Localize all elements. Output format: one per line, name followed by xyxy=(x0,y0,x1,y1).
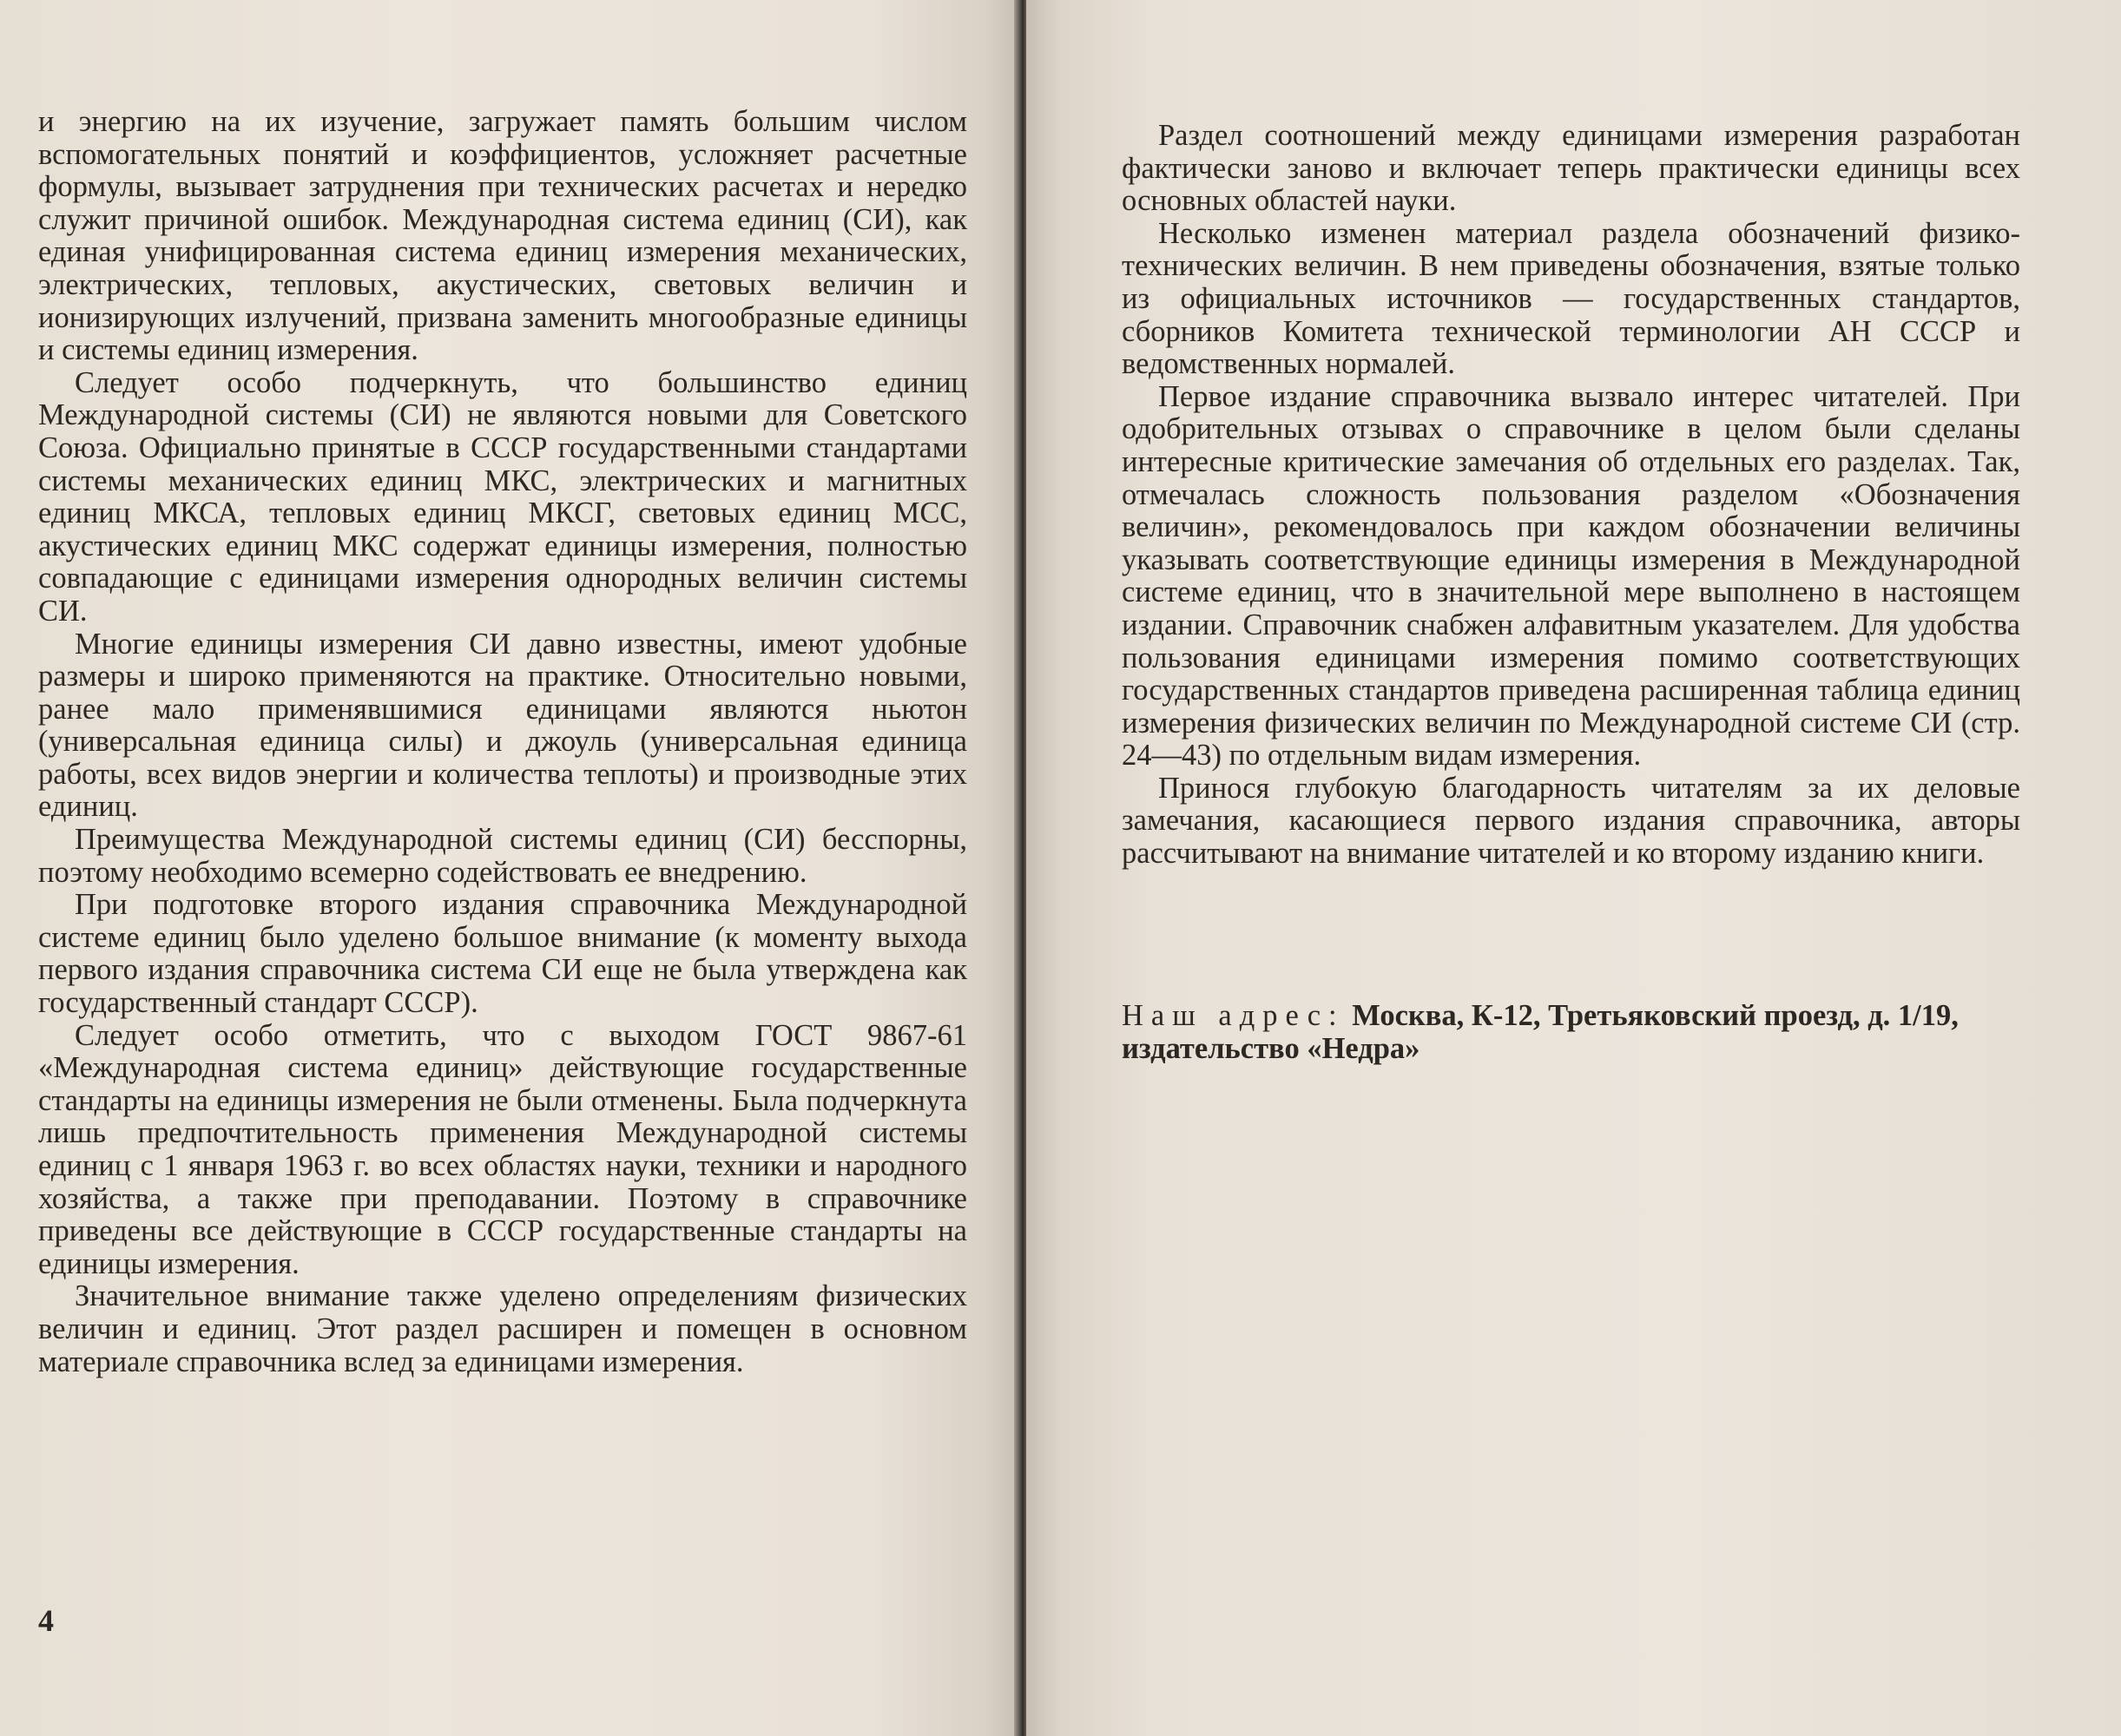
page-number: 4 xyxy=(38,1603,54,1638)
right-page-text xyxy=(1122,120,2020,871)
address-label: Наш адрес: xyxy=(1122,999,1345,1032)
paragraph: Многие единицы измерения СИ давно известны, имеют удобные размеры и широко применяются на практике. Относительно новыми, ранее мало применявшимися единицами являются ньютон (универсальная единица силы) и джоуль (универсальная единица работы, всех видов энергии и количества теплоты) и производные этих единиц. xyxy=(38,627,967,824)
left-page xyxy=(0,0,1018,1736)
left-page-text xyxy=(38,106,967,1378)
paragraph: Раздел соотношений между единицами измерения разработан фактически заново и включает теперь практически единицы всех основных областей науки. xyxy=(1122,119,2020,218)
paragraph: Первое издание справочника вызвало интерес читателей. При одобрительных отзывах о справочнике в целом были сделаны интересные критические замечания об отдельных его разделах. Так, отмечалась сложность пользования разделом «Обозначения величин», рекомендовалось при каждом обозначении величины указывать соответствующие единицы измерения в Международной системе единиц, что в значительной мере выполнено в настоящем издании. Справочник снабжен алфавитным указателем. Для удобства пользования единицами измерения помимо соответствующих государственных стандартов приведена расширенная таблица единиц измерения физических величин по Международной системе СИ (стр. 24—43) по отдельным видам измерения. xyxy=(1122,379,2020,773)
paragraph: При подготовке второго издания справочника Международной системе единиц было уделено большое внимание (к моменту выхода первого издания справочника система СИ еще не была утверждена как государственный стандарт СССР). xyxy=(38,888,967,1020)
paragraph: Следует особо подчеркнуть, что большинство единиц Международной системы (СИ) не являются новыми для Советского Союза. Официально принятые в СССР государственными стандартами системы механических единиц МКС, электрических и магнитных единиц МКСА, тепловых единиц МКСГ, световых единиц МСС, акустических единиц МКС содержат единицы измерения, полностью совпадающие с единицами измерения однородных величин системы СИ. xyxy=(38,365,967,628)
paragraph: Преимущества Международной системы единиц (СИ) бесспорны, поэтому необходимо всемерно содействовать ее внедрению. xyxy=(38,823,967,889)
address-text: Москва, К-12, Третьяковский проезд, д. 1/19, издательство «Недра» xyxy=(1122,999,1959,1065)
paragraph: Несколько изменен материал раздела обозначений физико-технических величин. В нем приведены обозначения, взятые только из официальных источников — государственных стандартов, сборников Комитета технической терминологии АН СССР и ведомственных нормалей. xyxy=(1122,216,2020,381)
paragraph: Принося глубокую благодарность читателям за их деловые замечания, касающиеся первого издания справочника, авторы рассчитывают на внимание читателей и ко второму изданию книги. xyxy=(1122,771,2020,871)
paragraph: Следует особо отметить, что с выходом ГОСТ 9867-61 «Международная система единиц» действующие государственные стандарты на единицы измерения не были отменены. Была подчеркнута лишь предпочтительность применения Международной системы единиц с 1 января 1963 г. во всех областях науки, техники и народного хозяйства, а также при преподавании. Поэтому в справочнике приведены все действующие в СССР государственные стандарты на единицы измерения. xyxy=(38,1018,967,1280)
publisher-address xyxy=(1122,1000,2020,1065)
paragraph: и энергию на их изучение, загружает память большим числом вспомогательных понятий и коэффициентов, усложняет расчетные формулы, вызывает затруднения при технических расчетах и нередко служит причиной ошибок. Международная система единиц (СИ), как единая унифицированная система единиц измерения механических, электрических, тепловых, акустических, световых величин и ионизирующих излучений, призвана заменить многообразные единицы и системы единиц измерения. xyxy=(38,105,967,367)
paragraph: Значительное внимание также уделено определениям физических величин и единиц. Этот раздел расширен и помещен в основном материале справочника вслед за единицами измерения. xyxy=(38,1279,967,1378)
right-page xyxy=(1026,0,2121,1736)
